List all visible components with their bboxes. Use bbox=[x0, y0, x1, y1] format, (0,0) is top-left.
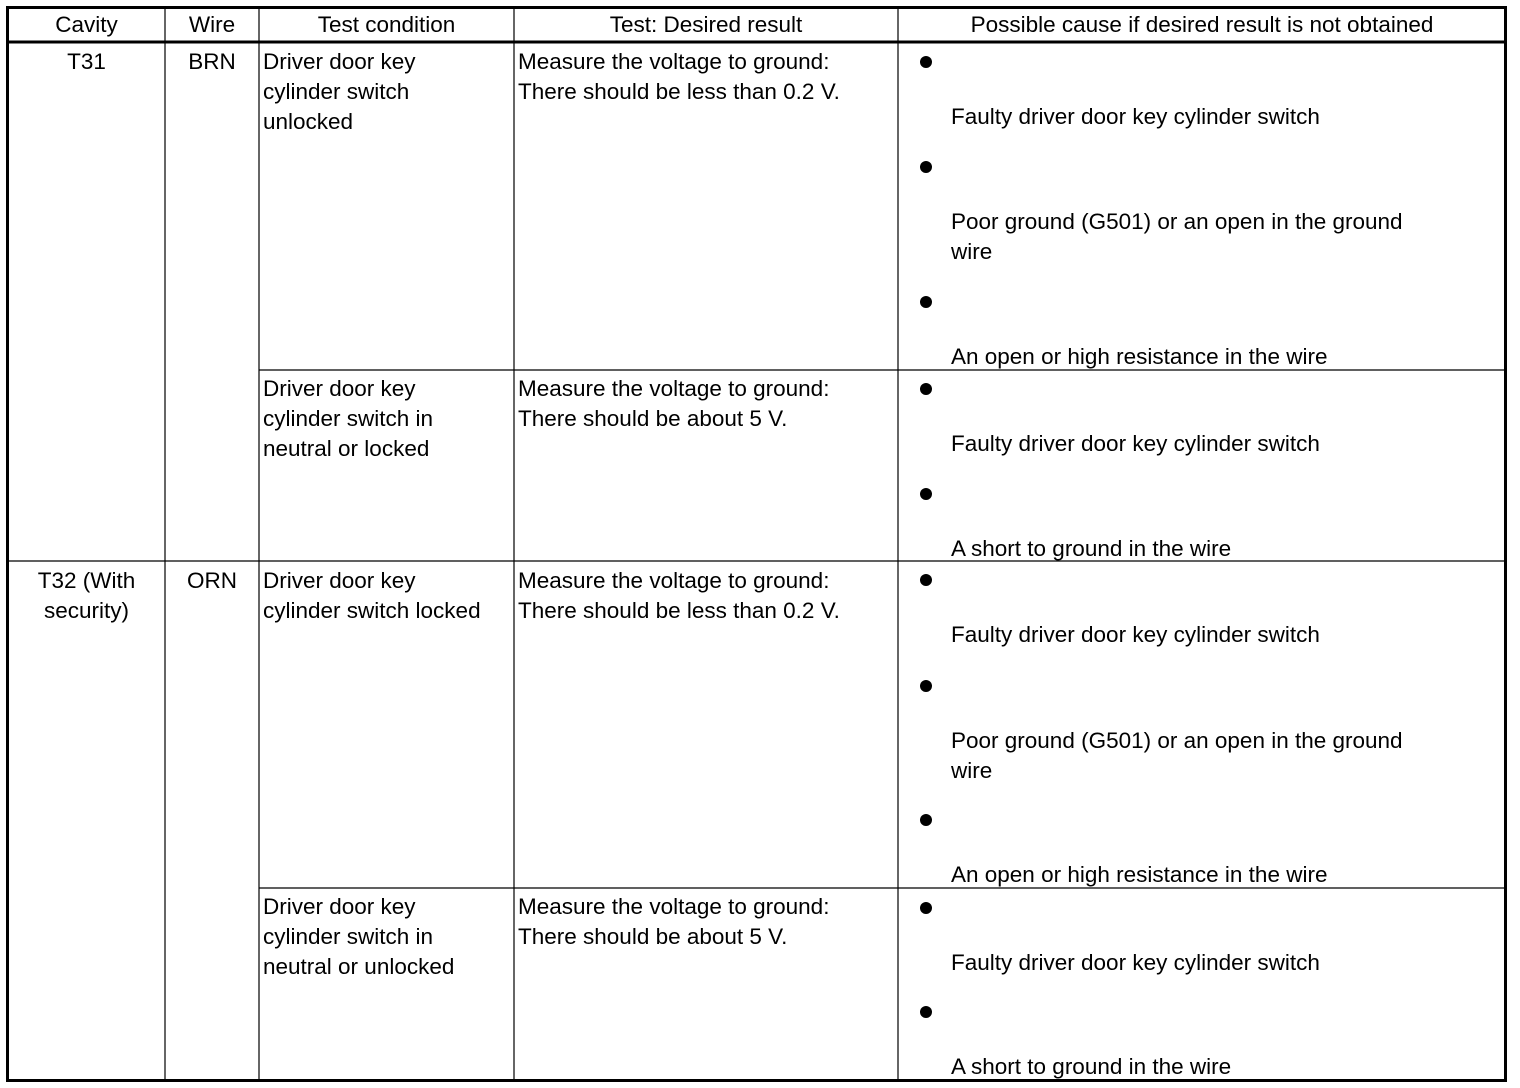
bullet-icon bbox=[920, 296, 932, 308]
bullet-icon bbox=[920, 56, 932, 68]
cause-item: wire bbox=[951, 758, 993, 783]
cell-wire: ORN bbox=[187, 568, 237, 593]
cell-desired-result: Measure the voltage to ground: bbox=[518, 894, 830, 919]
bullet-icon bbox=[920, 161, 932, 173]
bullet-icon bbox=[920, 574, 932, 586]
cause-item: Faulty driver door key cylinder switch bbox=[951, 622, 1320, 647]
cell-test-condition: Driver door key bbox=[263, 894, 416, 919]
cell-desired-result: Measure the voltage to ground: bbox=[518, 376, 830, 401]
cell-desired-result: There should be less than 0.2 V. bbox=[518, 79, 840, 104]
cell-cavity: T32 (With bbox=[37, 568, 136, 593]
cell-test-condition: cylinder switch in bbox=[263, 924, 434, 949]
cause-item: An open or high resistance in the wire bbox=[951, 862, 1328, 887]
bullet-icon bbox=[920, 1006, 932, 1018]
cell-cavity: security) bbox=[43, 598, 129, 623]
cause-item: A short to ground in the wire bbox=[951, 536, 1232, 561]
cause-item: A short to ground in the wire bbox=[951, 1054, 1232, 1079]
cell-test-condition: Driver door key bbox=[263, 376, 416, 401]
cell-test-condition: neutral or locked bbox=[263, 436, 430, 461]
cause-item: An open or high resistance in the wire bbox=[951, 344, 1328, 369]
header-cavity: Cavity bbox=[55, 12, 118, 37]
cell-test-condition: cylinder switch in bbox=[263, 406, 434, 431]
cause-item: Faulty driver door key cylinder switch bbox=[951, 104, 1320, 129]
bullet-icon bbox=[920, 902, 932, 914]
cell-test-condition: cylinder switch bbox=[263, 79, 410, 104]
cell-cavity: T31 bbox=[67, 49, 106, 74]
bullet-icon bbox=[920, 814, 932, 826]
bullet-icon bbox=[920, 488, 932, 500]
bullet-icon bbox=[920, 383, 932, 395]
cell-test-condition: neutral or unlocked bbox=[263, 954, 455, 979]
cause-item: Poor ground (G501) or an open in the ground bbox=[951, 728, 1403, 753]
cell-test-condition: unlocked bbox=[263, 109, 354, 134]
cell-desired-result: There should be less than 0.2 V. bbox=[518, 598, 840, 623]
cell-test-condition: Driver door key bbox=[263, 49, 416, 74]
cell-test-condition: Driver door key bbox=[263, 568, 416, 593]
header-wire: Wire bbox=[188, 12, 236, 37]
header-test-condition: Test condition bbox=[317, 12, 456, 37]
cell-wire: BRN bbox=[188, 49, 236, 74]
cell-desired-result: Measure the voltage to ground: bbox=[518, 49, 830, 74]
cause-item: Faulty driver door key cylinder switch bbox=[951, 950, 1320, 975]
cell-desired-result: There should be about 5 V. bbox=[518, 924, 788, 949]
header-desired-result: Test: Desired result bbox=[609, 12, 803, 37]
cell-desired-result: Measure the voltage to ground: bbox=[518, 568, 830, 593]
cell-test-condition: cylinder switch locked bbox=[263, 598, 481, 623]
bullet-icon bbox=[920, 680, 932, 692]
cause-item: Faulty driver door key cylinder switch bbox=[951, 431, 1320, 456]
header-possible-cause: Possible cause if desired result is not obtained bbox=[970, 12, 1434, 37]
cause-item: wire bbox=[951, 239, 993, 264]
cell-desired-result: There should be about 5 V. bbox=[518, 406, 788, 431]
cause-item: Poor ground (G501) or an open in the ground bbox=[951, 209, 1403, 234]
